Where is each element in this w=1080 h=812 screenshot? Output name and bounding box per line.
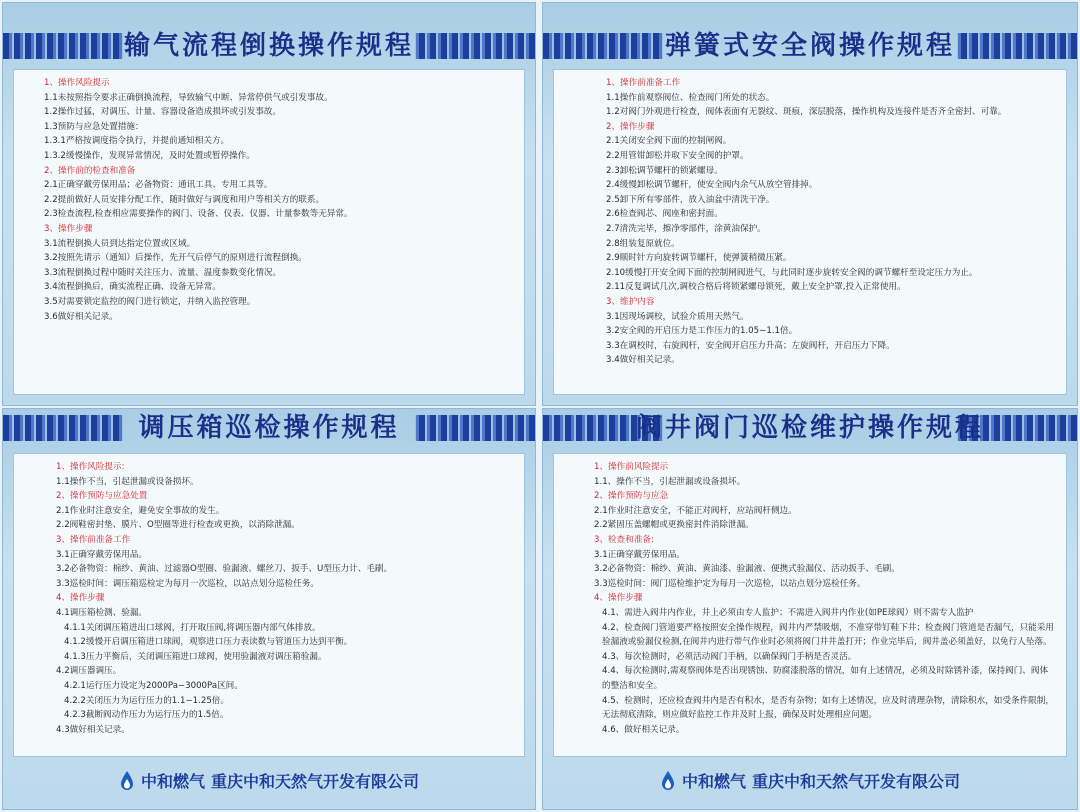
procedure-line: 2.5卸下所有零部件，放入油盆中清洗干净。 [606,194,775,205]
panel-content [553,453,1067,757]
section-heading: 2、操作预防与应急处置 [56,491,148,502]
procedure-line: 2.2紧固压盖螺帽或更换密封件消除泄漏。 [594,520,754,531]
brand-name: 中和燃气 [140,772,205,791]
procedure-line: 1.1操作不当，引起泄漏或设备损坏。 [56,476,199,487]
procedure-line: 3.2安全阀的开启压力是工作压力的1.05−1.1倍。 [606,326,798,337]
procedure-line: 1.2操作过猛，对调压、计量、容器设备造成损坏或引发事故。 [44,107,282,118]
procedure-line: 1.1未按照指令要求正确倒换流程，导致输气中断、异常停供气或引发事故。 [44,92,333,103]
procedure-line: 4.2.2关闭压力为运行压力的1.1−1.25倍。 [64,695,229,706]
section-heading: 4、操作步骤 [594,593,643,604]
procedure-line: 2.9顺时针方向旋转调节螺杆，使弹簧稍微压紧。 [606,253,792,264]
procedure-line: 3.3巡检时间：调压箱巡检定为每月一次巡检，以站点划分巡检任务。 [56,578,319,589]
procedure-line: 3.6做好相关记录。 [44,311,118,322]
procedure-line: 4.1、需进入阀井内作业，井上必须由专人监护；不需进入阀井内作业(如PE球阀）则不需专人监护 [602,607,974,618]
procedure-line: 2.11反复调试几次,调校合格后将锁紧螺母锁死，戴上安全护罩,投入正常使用。 [606,282,906,293]
flame-drop-logo-icon [660,770,676,792]
panel-pressure-box-inspection [2,408,536,810]
procedure-line: 1.3.2缓慢操作，发现异常情况，及时处置或暂停操作。 [44,150,255,161]
procedure-line: 2.2阀鞋密封垫、膜片、O型圈等进行检查或更换，以消除泄漏。 [56,520,300,531]
procedure-line: 1.1、操作不当，引起泄漏或设备损坏。 [594,476,746,487]
procedure-line: 3.3巡检时间：阀门巡检维护定为每月一次巡检，以站点划分巡检任务。 [594,578,866,589]
section-heading: 2、操作步骤 [606,121,655,132]
company-name: 重庆中和天然气开发有限公司 [752,772,961,791]
panel-content [553,69,1067,395]
section-heading: 3、操作前准备工作 [56,534,131,545]
procedure-line: 3.3流程倒换过程中随时关注压力、流量、温度参数变化情况。 [44,267,282,278]
title-band [543,411,1077,445]
section-heading: 4、操作步骤 [56,593,105,604]
panel-title: 输气流程倒换操作规程 [123,31,414,61]
footer [3,769,535,797]
procedure-line: 3.1正确穿戴劳保用品。 [594,549,686,560]
procedure-line: 4.3、每次检测时，必须活动阀门手柄，以确保阀门手柄是否灵活。 [602,651,857,662]
panel-title: 调压箱巡检操作规程 [138,413,400,443]
section-heading: 1、操作风险提示 [44,78,110,88]
procedure-line: 3.4流程倒换后，确实流程正确、设备无异常。 [44,282,221,293]
procedure-line: 2.3检查流程,检查相应需要操作的阀门、设备、仪表、仪器、计量参数等无异常。 [44,209,353,220]
procedure-line: 3.1正确穿戴劳保用品。 [56,549,148,560]
procedure-line: 4.2、检查阀门管道要严格按照安全操作规程，阀井内严禁吸烟，不准穿带钉鞋下井；检查阀门管道是否漏气，只能采用验漏液或验漏仪检测,在阀井内进行带气作业时必须将阀门井井盖打开；作业完毕后，阀井盖必须盖好，以免行人坠落。 [602,622,1054,648]
procedure-line: 4.4、每次检测时,需观察阀体是否出现锈蚀、防腐漆脱落的情况，如有上述情况，必须及时除锈补漆，保持阀门、阀体的整洁和安全。 [602,666,1049,691]
panel-gas-flow-switching [2,2,536,406]
procedure-line: 2.4缓慢卸松调节螺杆，使安全阀内余气从放空管排掉。 [606,180,818,191]
procedure-line: 4.5、检测时，还应检查阀井内是否有积水，是否有杂物；如有上述情况，应及时清理杂物，清除积水，如受条件限制，无法彻底清除，则应做好监控工作并及时上报，确保及时处理相应问题。 [602,695,1054,721]
title-band [543,29,1077,63]
procedure-line: 1.1操作前观察阀位、检查阀门所处的状态。 [606,92,775,103]
procedure-line: 1.2对阀门外观进行检查，阀体表面有无裂纹、斑痕，深层脱落，操作机构及连接件是否齐全密封、可靠。 [606,107,1007,118]
procedure-line: 2.10缓慢打开安全阀下面的控制闸阀进气，与此同时逐步旋转安全阀的调节螺杆至设定压力为止。 [606,267,978,278]
panel-valve-well-maintenance [542,408,1078,810]
procedure-line: 3.3在调校时，右旋阀杆，安全阀开启压力升高；左旋阀杆，开启压力下降。 [606,340,895,351]
procedure-line: 2.7清洗完毕，擦净零部件，涂黄油保护。 [606,223,766,234]
procedure-line: 1.3.1严格按调度指令执行，并提前通知相关方。 [44,136,230,147]
panel-spring-safety-valve [542,2,1078,406]
procedure-line: 3.2按照先请示（通知）后操作，先开气后停气的原则进行流程倒换。 [44,253,307,264]
procedure-line: 4.1.3压力平衡后，关闭调压箱进口球阀，使用验漏液对调压箱验漏。 [64,651,327,662]
procedure-line: 3.1流程倒换人员到达指定位置或区域。 [44,238,196,249]
section-heading: 1、操作前准备工作 [606,78,681,88]
procedure-line: 2.1作业时注意安全，避免安全事故的发生。 [56,505,225,516]
flame-drop-logo-icon [119,770,135,792]
section-heading: 3、操作步骤 [44,223,93,234]
procedure-line: 4.2调压器调压。 [56,666,122,677]
panel-content [13,69,525,395]
procedure-line: 4.2.1运行压力设定为2000Pa−3000Pa区间。 [64,680,243,691]
procedure-line: 3.5对需要锁定监控的阀门进行锁定，并纳入监控管理。 [44,296,256,307]
title-band [3,29,535,63]
procedure-line: 2.1作业时注意安全，不能正对阀杆，应站阀杆侧边。 [594,505,797,516]
procedure-line: 2.8组装复原就位。 [606,238,680,249]
section-heading: 2、操作前的检查和准备 [44,165,136,176]
procedure-line: 3.2必备物资：棉纱、黄油、过滤器O型圈、验漏液、螺丝刀、扳手、U型压力计、毛刷。 [56,564,393,575]
procedure-line: 2.1关闭安全阀下面的控制闸阀。 [606,136,732,147]
procedure-line: 2.2用管钳卸松并取下安全阀的护罩。 [606,150,749,161]
procedure-line: 4.2.3截断阀动作压力为运行压力的1.5倍。 [64,710,229,721]
procedure-line: 3.4做好相关记录。 [606,355,680,366]
section-heading: 2、操作预防与应急 [594,491,669,502]
procedure-line: 2.1正确穿戴劳保用品；必备物资：通讯工具、专用工具等。 [44,180,273,191]
procedure-line: 3.2必备物资：棉纱、黄油、黄油漆、验漏液、便携式验漏仪、活动扳手、毛刷。 [594,564,900,575]
procedure-line: 4.1.2缓慢开启调压箱进口球阀，观察进口压力表读数与管道压力达到平衡。 [64,637,353,648]
section-heading: 1、操作前风险提示 [594,462,669,472]
procedure-line: 2.2提前做好人员安排分配工作，随时做好与调度和用户等相关方的联系。 [44,194,325,205]
panel-title: 阀井阀门巡检维护操作规程 [635,413,984,443]
procedure-line: 4.1调压箱检测、验漏。 [56,607,148,618]
brand-name: 中和燃气 [681,772,746,791]
procedure-line: 2.3卸松调节螺杆的锁紧螺母。 [606,165,723,176]
panel-title: 弹簧式安全阀操作规程 [664,31,955,61]
procedure-line: 4.1.1关闭调压箱进出口球阀，打开取压阀,将调压器内部气体排放。 [64,622,321,633]
procedure-line: 2.6检查阀芯、阀座和密封面。 [606,209,723,220]
section-heading: 3、检查和准备: [594,534,654,545]
title-band [3,411,535,445]
procedure-line: 4.3做好相关记录。 [56,724,130,735]
panel-content [13,453,525,757]
section-heading: 3、维护内容 [606,296,655,307]
company-name: 重庆中和天然气开发有限公司 [211,772,420,791]
footer [543,769,1077,797]
section-heading: 1、操作风险提示: [56,462,125,472]
procedure-line: 1.3预防与应急处置措施： [44,121,144,132]
procedure-line: 4.6、做好相关记录。 [602,724,685,735]
procedure-line: 3.1因现场调校，试验介质用天然气。 [606,311,749,322]
